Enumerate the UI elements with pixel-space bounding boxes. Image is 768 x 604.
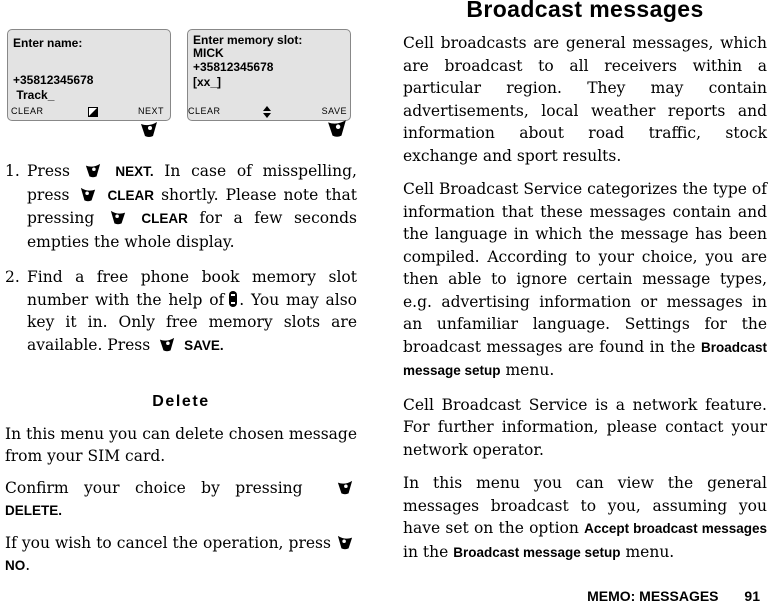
left-softkey-icon <box>336 535 354 551</box>
paragraph-text: Cell Broadcast Service categorizes the type of information that these messages contain and the language in which the message has been compiled. According to your choice, you are then able to ignore certain message types, e.g. advertising information or messages in an unfamiliar language. Settings for the broadcast messages are found in the <box>403 180 767 356</box>
paragraph: In this menu you can delete chosen message from your SIM card. <box>5 424 357 465</box>
paragraph <box>403 178 767 383</box>
right-softkey-icon <box>84 163 102 179</box>
display-line: Enter name: <box>13 36 83 50</box>
step-2 <box>5 266 357 357</box>
step-text: Find a free phone book memory slot number with the help of <box>27 268 357 309</box>
step-text: Press <box>27 162 70 180</box>
paragraph: Cell Broadcast Service is a network feature. For further information, please contact your network operator. <box>403 395 767 459</box>
left-softkey-icon <box>109 210 127 226</box>
step-text: . You may also key it in. Only free memory slots are available. Press <box>27 290 357 354</box>
right-column <box>403 32 767 564</box>
paragraph: Cell broadcasts are general messages, which are broadcast to all receivers within a particular region. They may contain advertisements, local weather reports and information about road traffic, stock exchange and sport results. <box>403 34 767 165</box>
menu-name: Broadcast message setup <box>453 544 621 560</box>
scroll-key-icon <box>228 290 238 308</box>
display-line: +35812345678 <box>13 73 94 87</box>
softkey-label-left: CLEAR <box>11 106 44 116</box>
paragraph-text: in the <box>403 542 449 561</box>
key-label-clear: CLEAR <box>107 187 155 203</box>
paragraph <box>5 477 357 523</box>
key-label-no: NO <box>5 558 26 573</box>
right-softkey-icon <box>336 480 354 496</box>
softkey-label-right: SAVE <box>321 106 347 116</box>
phone-display-memory-slot <box>187 29 351 121</box>
paragraph-text: menu. <box>505 361 555 379</box>
display-line: MICK <box>193 46 224 60</box>
page-number: 91 <box>744 588 760 604</box>
step-number: 1. <box>5 162 20 180</box>
edit-mode-icon <box>88 107 98 117</box>
menu-name: Broadcast message setup <box>403 339 767 378</box>
right-softkey-icon <box>158 337 176 353</box>
right-softkey-icon <box>139 121 159 139</box>
paragraph <box>403 472 767 564</box>
page-title: Broadcast messages <box>466 0 704 22</box>
display-line: [xx_] <box>193 75 222 89</box>
paragraph-text: menu. <box>625 542 675 561</box>
softkey-label-left: CLEAR <box>188 106 221 116</box>
footer-section: MEMO: MESSAGES <box>587 588 719 604</box>
step-number: 2. <box>5 268 20 286</box>
step-text: In case of misspelling, press <box>27 162 357 204</box>
display-line: +35812345678 <box>193 60 274 74</box>
section-heading-delete: Delete <box>152 393 210 410</box>
left-softkey-icon <box>79 187 97 203</box>
paragraph-text: Confirm your choice by pressing <box>5 478 303 497</box>
paragraph-text: If you wish to cancel the operation, press <box>5 533 331 552</box>
option-name: Accept broadcast messages <box>584 521 767 536</box>
step-text: shortly. Please note that pressing <box>27 185 357 227</box>
right-softkey-icon <box>325 119 349 139</box>
key-label-delete: DELETE. <box>5 503 63 518</box>
key-label-clear: CLEAR <box>141 211 188 226</box>
paragraph-text: . <box>25 556 31 574</box>
display-line: Track_ <box>13 88 55 102</box>
step-1 <box>5 160 357 253</box>
key-label-save: SAVE. <box>184 337 224 353</box>
page-footer <box>587 588 760 604</box>
paragraph <box>5 532 357 578</box>
phone-display-enter-name <box>7 29 171 121</box>
paragraph-text: In this menu you can view the general messages broadcast to you, assuming you have set on the option <box>403 474 767 537</box>
scroll-arrows-icon <box>263 106 271 118</box>
step-text: for a few seconds empties the whole display. <box>27 209 357 251</box>
softkey-label-right: NEXT <box>137 106 164 116</box>
left-column <box>5 160 357 578</box>
display-line: Enter memory slot: <box>193 33 303 47</box>
key-label-next: NEXT. <box>115 164 154 179</box>
